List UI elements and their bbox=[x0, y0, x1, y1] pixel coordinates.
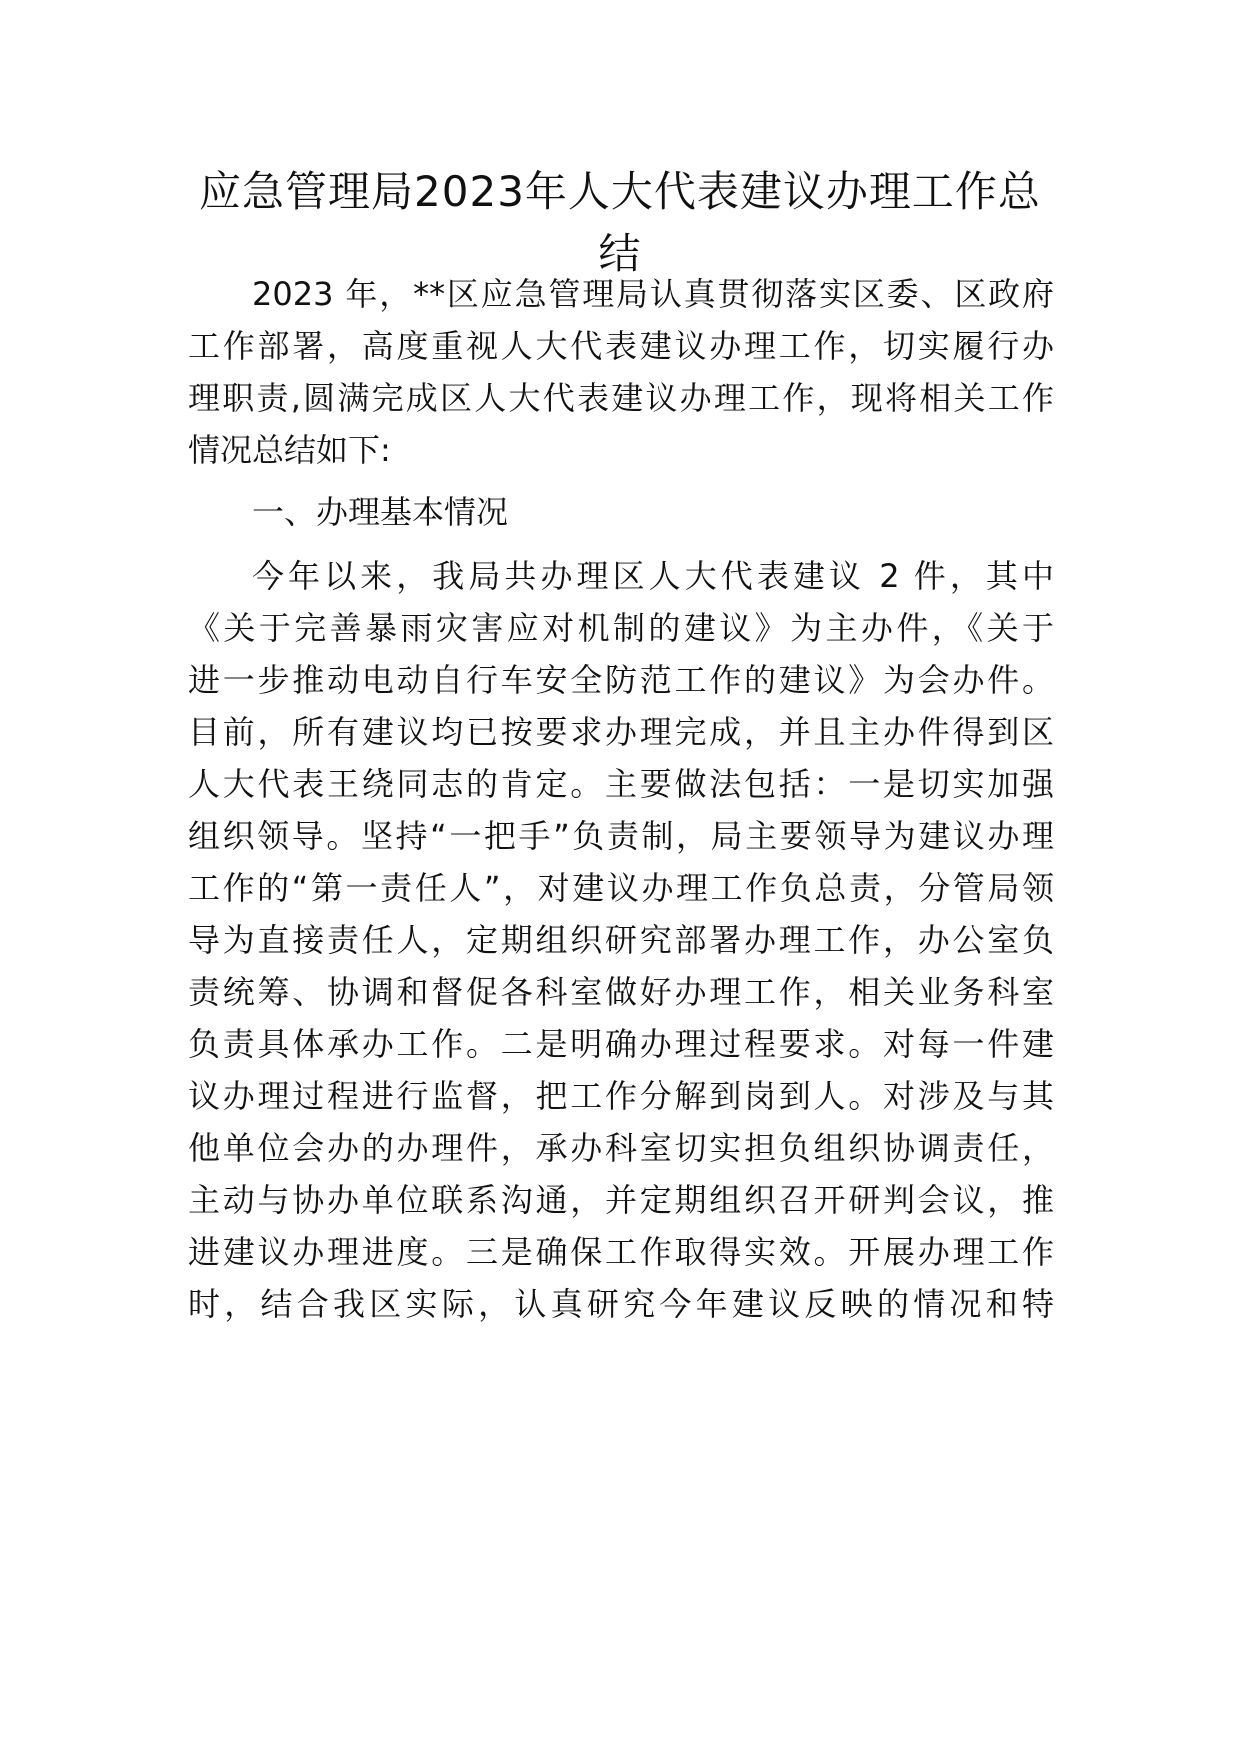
paragraph-2-line-9: 责统筹、协调和督促各科室做好办理工作，相关业务科室 bbox=[188, 973, 1054, 1011]
document-title-line-2: 结 bbox=[598, 229, 642, 278]
paragraph-1-line-2: 工作部署，高度重视人大代表建议办理工作，切实履行办 bbox=[188, 327, 1054, 365]
paragraph-1-line-4: 情况总结如下: bbox=[188, 431, 391, 469]
paragraph-2-line-12: 他单位会办的办理件，承办科室切实担负组织协调责任， bbox=[188, 1129, 1054, 1167]
paragraph-2-line-4: 目前，所有建议均已按要求办理完成，并且主办件得到区 bbox=[188, 713, 1054, 751]
paragraph-2-line-8: 导为直接责任人，定期组织研究部署办理工作，办公室负 bbox=[188, 921, 1054, 959]
paragraph-2-line-7: 工作的“第一责任人”，对建议办理工作负总责，分管局领 bbox=[188, 869, 1054, 907]
paragraph-2-line-1: 今年以来，我局共办理区人大代表建议 2 件，其中 bbox=[252, 557, 1054, 595]
paragraph-1-line-1: 2023 年，**区应急管理局认真贯彻落实区委、区政府 bbox=[252, 275, 1054, 313]
paragraph-2-line-3: 进一步推动电动自行车安全防范工作的建议》为会办件。 bbox=[188, 661, 1054, 699]
paragraph-2-line-5: 人大代表王绕同志的肯定。主要做法包括：一是切实加强 bbox=[188, 765, 1054, 803]
paragraph-2-line-10: 负责具体承办工作。二是明确办理过程要求。对每一件建 bbox=[188, 1025, 1054, 1063]
paragraph-2-line-15: 时，结合我区实际，认真研究今年建议反映的情况和特 bbox=[188, 1285, 1054, 1323]
paragraph-2-line-11: 议办理过程进行监督，把工作分解到岗到人。对涉及与其 bbox=[188, 1077, 1054, 1115]
section-heading-1: 一、办理基本情况 bbox=[252, 493, 509, 531]
document-title-line-1: 应急管理局2023年人大代表建议办理工作总 bbox=[199, 167, 1041, 216]
paragraph-2-line-2: 《关于完善暴雨灾害应对机制的建议》为主办件，《关于 bbox=[188, 609, 1054, 647]
paragraph-1-line-3: 理职责,圆满完成区人大代表建议办理工作，现将相关工作 bbox=[188, 379, 1054, 417]
paragraph-2-line-14: 进建议办理进度。三是确保工作取得实效。开展办理工作 bbox=[188, 1233, 1054, 1271]
paragraph-2-line-6: 组织领导。坚持“一把手”负责制，局主要领导为建议办理 bbox=[188, 817, 1054, 855]
paragraph-2-line-13: 主动与协办单位联系沟通，并定期组织召开研判会议，推 bbox=[188, 1181, 1054, 1219]
